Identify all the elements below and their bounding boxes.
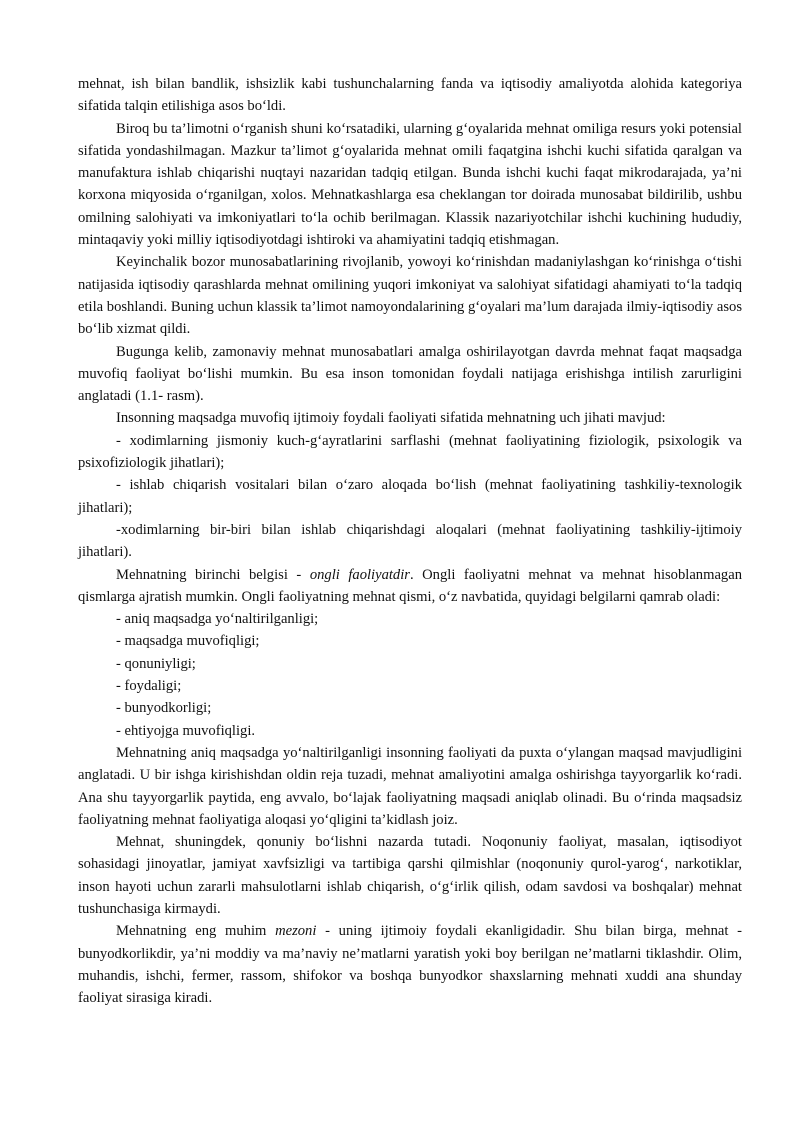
aspect-item: -xodimlarning bir-biri bilan ishlab chiqarishdagi aloqalari (mehnat faoliyatining tashkiliy-ijtimoiy jihatlari). — [78, 521, 742, 561]
paragraph: Biroq bu ta’limotni o‘rganish shuni ko‘rsatadiki, ularning g‘oyalarida mehnat omiliga resurs yoki potensial sifatida yondashilmagan. Mazkur ta’limot g‘oyalarida mehnat omili faqatgina ishchi kuchi sifatida qaralgan va manufaktura ishlab chiqarishi nuqtayi nazaridan tadqiq etilgan. Bunda ishchi kuchi faqat mikrodarajada, ya’ni korxona miqyosida o‘rganilgan, xolos. Mehnatkashlarga esa cheklangan tor doirada munosabat bildirilib, ushbu omilning salohiyati va imkoniyatlari to‘la ochib berilmagan. Klassik nazariyotchilar ishchi kuchining hududiy, mintaqaviy yoki milliy iqtisodiyotdagi ishtiroki va ahamiyatini tadqiq etishmagan. — [78, 120, 742, 249]
paragraph: Bugunga kelib, zamonaviy mehnat munosabatlari amalga oshirilayotgan davrda mehnat faqat maqsadga muvofiq faoliyat bo‘lishi mumkin. Bu esa inson tomonidan foydali natijaga erishishga intilish zarurligini anglatadi (1.1- rasm). — [78, 343, 742, 405]
text-run: . Ongli faoliyatni mehnat va mehnat hisoblanmagan qismlarga ajratish mumkin. Ongli faoliyatning mehnat qismi, o‘z navbatida, quyidagi belgilarni qamrab oladi: — [78, 566, 742, 605]
paragraph: Keyinchalik bozor munosabatlarining rivojlanib, yowoyi ko‘rinishdan madaniylashgan ko‘rinishga o‘tishi natijasida iqtisodiy qarashlarda mehnat omilining yuqori imkoniyat va salohiyat sifatidagi ahamiyati to‘la tadqiq etila boshlandi. Buning uchun klassik ta’limot namoyondalarining g‘oyalari ma’lum darajada ilmiy-iqtisodiy asos bo‘lib xizmat qildi. — [78, 254, 742, 338]
text-run: Mehnatning birinchi belgisi - — [116, 566, 310, 583]
list-item: - aniq maqsadga yo‘naltirilganligi; — [116, 611, 319, 628]
paragraph: Mehnatning aniq maqsadga yo‘naltirilganligi insonning faoliyati da puxta o‘ylangan maqsad mavjudligini anglatadi. U bir ishga kirishishdan oldin reja tuzadi, mehnat amaliyotini amalga oshirishga tayyorgarlik ko‘radi. Ana shu tayyorgarlik paytida, eng avvalo, bo‘lajak faoliyatning maqsadi aniqlab olinadi. Bu o‘rinda maqsadsiz faoliyatning mehnat faoliyatiga aloqasi yo‘qligini ta’kidlash joiz. — [78, 744, 742, 828]
list-item: - qonuniyligi; — [116, 655, 196, 672]
list-item: - ehtiyojga muvofiqligi. — [116, 722, 256, 739]
list-item: - maqsadga muvofiqligi; — [116, 633, 260, 650]
text-run: - uning ijtimoiy foydali ekanligidadir. Shu bilan birga, mehnat - bunyodkorlikdir, ya’ni moddiy va ma’naviy ne’matlarni yaratish yoki boy berilgan ne’matlarni tiklashdir. Olim, muhandis, ishchi, fermer, rassom, shifokor va boshqa bunyodkor shaxslarning mehnati xuddi ana shunday faoliyat sirasiga kiradi. — [78, 923, 742, 1007]
document-page — [78, 73, 742, 1009]
text-run: Mehnatning eng muhim — [116, 923, 276, 940]
emphasis-text: mezoni — [275, 923, 317, 940]
paragraph: mehnat, ish bilan bandlik, ishsizlik kabi tushunchalarning fanda va iqtisodiy amaliyotda alohida kategoriya sifatida talqin etilishiga asos bo‘ldi. — [78, 76, 742, 115]
paragraph — [78, 564, 742, 609]
list-item: - foydaligi; — [116, 678, 182, 695]
aspect-item: - ishlab chiqarish vositalari bilan o‘zaro aloqada bo‘lish (mehnat faoliyatining tashkiliy-texnologik jihatlari); — [78, 477, 742, 516]
aspect-item: - xodimlarning jismoniy kuch-g‘ayratlarini sarflashi (mehnat faoliyatining fiziologik, psixologik va psixofiziologik jihatlari); — [78, 432, 742, 472]
list-item: - bunyodkorligi; — [116, 700, 212, 717]
paragraph — [78, 920, 742, 1009]
paragraph: Insonning maqsadga muvofiq ijtimoiy foydali faoliyati sifatida mehnatning uch jihati mavjud: — [116, 410, 666, 427]
emphasis-text: ongli faoliyatdir — [309, 566, 410, 583]
paragraph: Mehnat, shuningdek, qonuniy bo‘lishni nazarda tutadi. Noqonuniy faoliyat, masalan, iqtisodiyot sohasidagi jinoyatlar, jamiyat xavfsizligi va tartibiga qarshi qilmishlar (noqonuniy qurol-yarog‘, narkotiklar, inson hayoti uchun zararli mahsulotlarni ishlab chiqarish, o‘g‘irlik qilish, odam savdosi va boshqalar) mehnat tushunchasiga kirmaydi. — [78, 834, 742, 917]
